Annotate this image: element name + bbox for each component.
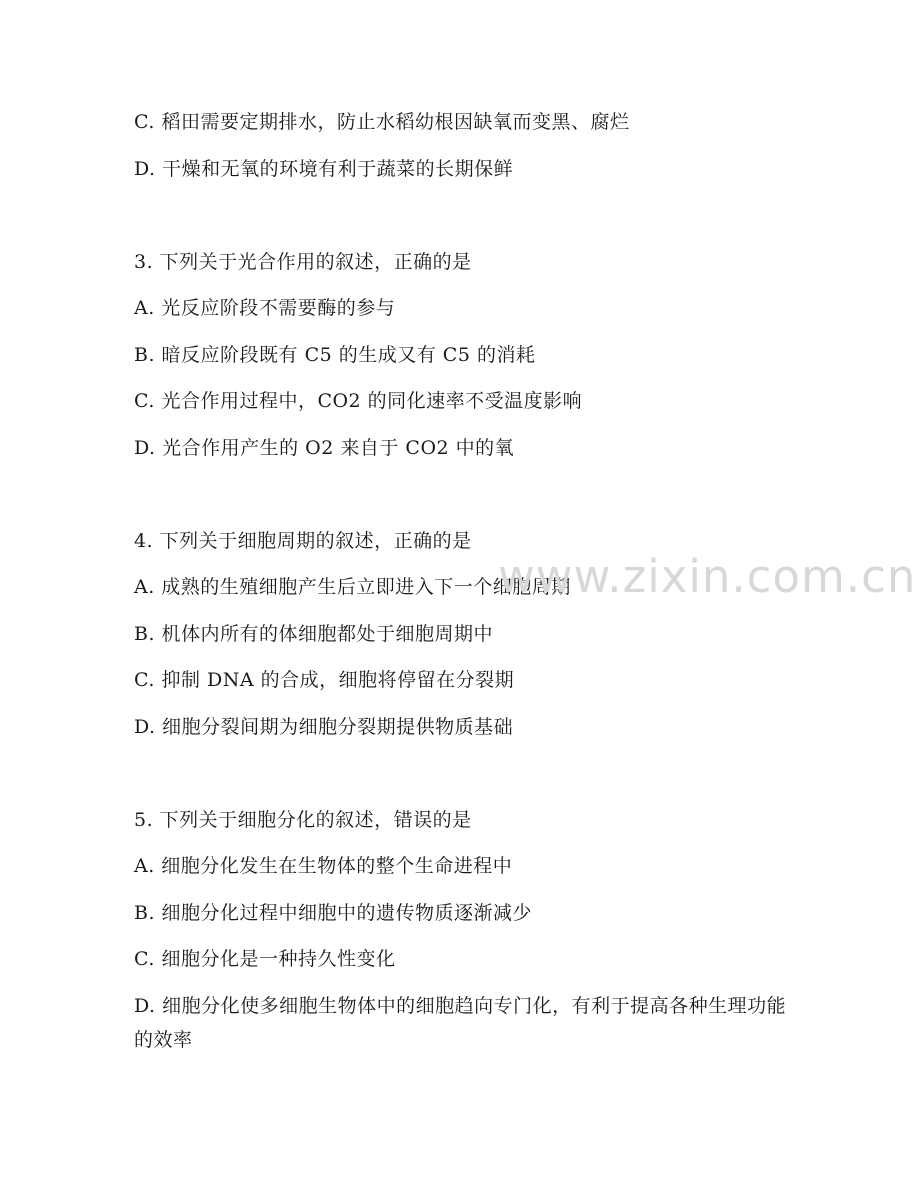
q4-stem: 4. 下列关于细胞周期的叙述，正确的是 [134, 530, 472, 552]
q4-option-a: A. 成熟的生殖细胞产生后立即进入下一个细胞周期 [134, 576, 571, 598]
q4-option-c: C. 抑制 DNA 的合成，细胞将停留在分裂期 [134, 669, 515, 691]
q5-option-b: B. 细胞分化过程中细胞中的遗传物质逐渐减少 [134, 902, 533, 924]
q3-option-a: A. 光反应阶段不需要酶的参与 [134, 297, 396, 319]
q5-option-a: A. 细胞分化发生在生物体的整个生命进程中 [134, 855, 513, 877]
q5-stem: 5. 下列关于细胞分化的叙述，错误的是 [134, 809, 472, 831]
q3-option-c: C. 光合作用过程中，CO2 的同化速率不受温度影响 [134, 390, 583, 412]
q5-option-c: C. 细胞分化是一种持久性变化 [134, 948, 396, 970]
q4-option-d: D. 细胞分裂间期为细胞分裂期提供物质基础 [134, 716, 514, 738]
q4-option-b: B. 机体内所有的体细胞都处于细胞周期中 [134, 623, 494, 645]
q2-option-c: C. 稻田需要定期排水，防止水稻幼根因缺氧而变黑、腐烂 [134, 111, 630, 133]
q3-option-d: D. 光合作用产生的 O2 来自于 CO2 中的氧 [134, 437, 515, 459]
q5-option-d: D. 细胞分化使多细胞生物体中的细胞趋向专门化，有利于提高各种生理功能的效率 [134, 995, 787, 1051]
watermark: www.zixin.com.cn [498, 550, 917, 603]
q2-option-d: D. 干燥和无氧的环境有利于蔬菜的长期保鲜 [134, 158, 514, 180]
q3-option-b: B. 暗反应阶段既有 C5 的生成又有 C5 的消耗 [134, 344, 536, 366]
q3-stem: 3. 下列关于光合作用的叙述，正确的是 [134, 251, 472, 273]
